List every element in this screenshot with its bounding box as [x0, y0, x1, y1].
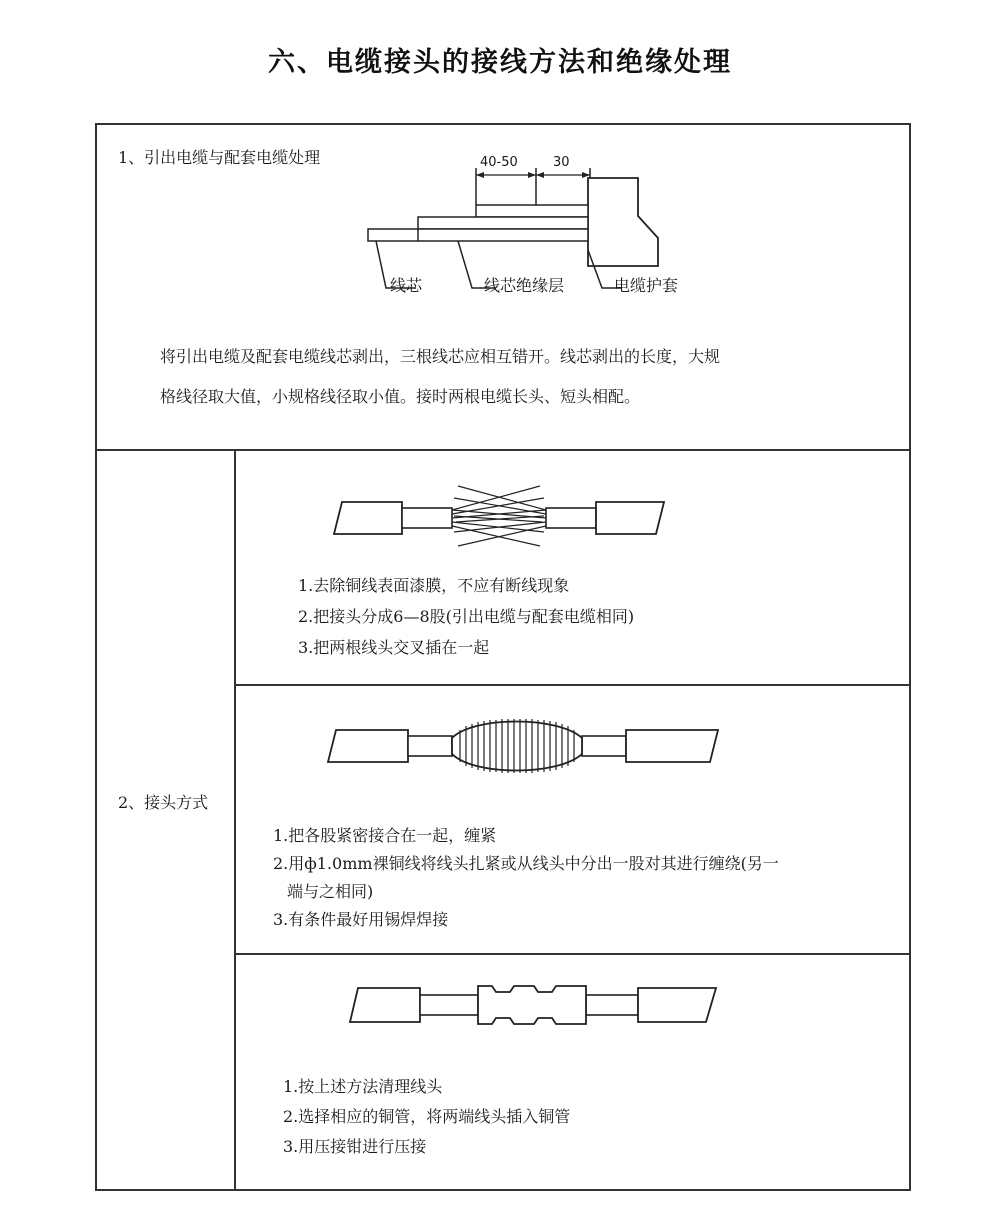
- label-core: 线芯: [390, 276, 423, 295]
- section1-heading: 1、引出电缆与配套电缆处理: [118, 148, 321, 167]
- method3-steps: [283, 1072, 883, 1162]
- column-divider: [234, 449, 236, 1191]
- section-divider: [95, 449, 911, 451]
- method-step: 3.把两根线头交叉插在一起: [298, 638, 490, 657]
- copper-tube-crimp-diagram: [350, 980, 722, 1040]
- method-step: 1.按上述方法清理线头: [283, 1077, 443, 1096]
- method-step: 3.有条件最好用锡焊焊接: [273, 910, 449, 929]
- method1-steps: [298, 570, 898, 663]
- paragraph-line: 将引出电缆及配套电缆线芯剥出，三根线芯应相互错开。线芯剥出的长度，大规: [160, 347, 721, 366]
- cable-stripping-diagram: [360, 150, 680, 300]
- cross-insert-diagram: [330, 480, 670, 555]
- method-step: 端与之相同): [287, 882, 374, 901]
- dimension-label-40-50: 40-50: [480, 155, 518, 170]
- method-divider: [234, 684, 911, 686]
- method-step: 2.把接头分成6—8股(引出电缆与配套电缆相同): [298, 607, 635, 626]
- method2-steps: [273, 822, 903, 934]
- method-step: 2.用ф1.0mm裸铜线将线头扎紧或从线头中分出一股对其进行缠绕(另一: [273, 854, 779, 873]
- method-step: 3.用压接钳进行压接: [283, 1137, 427, 1156]
- label-cable-sheath: 电缆护套: [614, 276, 679, 295]
- dimension-label-30: 30: [553, 155, 570, 170]
- method-divider: [234, 953, 911, 955]
- section2-heading: 2、接头方式: [118, 793, 209, 812]
- section1-paragraph: [160, 337, 880, 417]
- method-step: 1.把各股紧密接合在一起，缠紧: [273, 826, 497, 845]
- paragraph-line: 格线径取大值，小规格线径取小值。接时两根电缆长头、短头相配。: [160, 387, 641, 406]
- method-step: 2.选择相应的铜管，将两端线头插入铜管: [283, 1107, 571, 1126]
- method-step: 1.去除铜线表面漆膜，不应有断线现象: [298, 576, 570, 595]
- wrap-binding-diagram: [328, 712, 720, 782]
- page-title: 六、电缆接头的接线方法和绝缘处理: [268, 47, 732, 78]
- label-core-insulation: 线芯绝缘层: [484, 276, 565, 295]
